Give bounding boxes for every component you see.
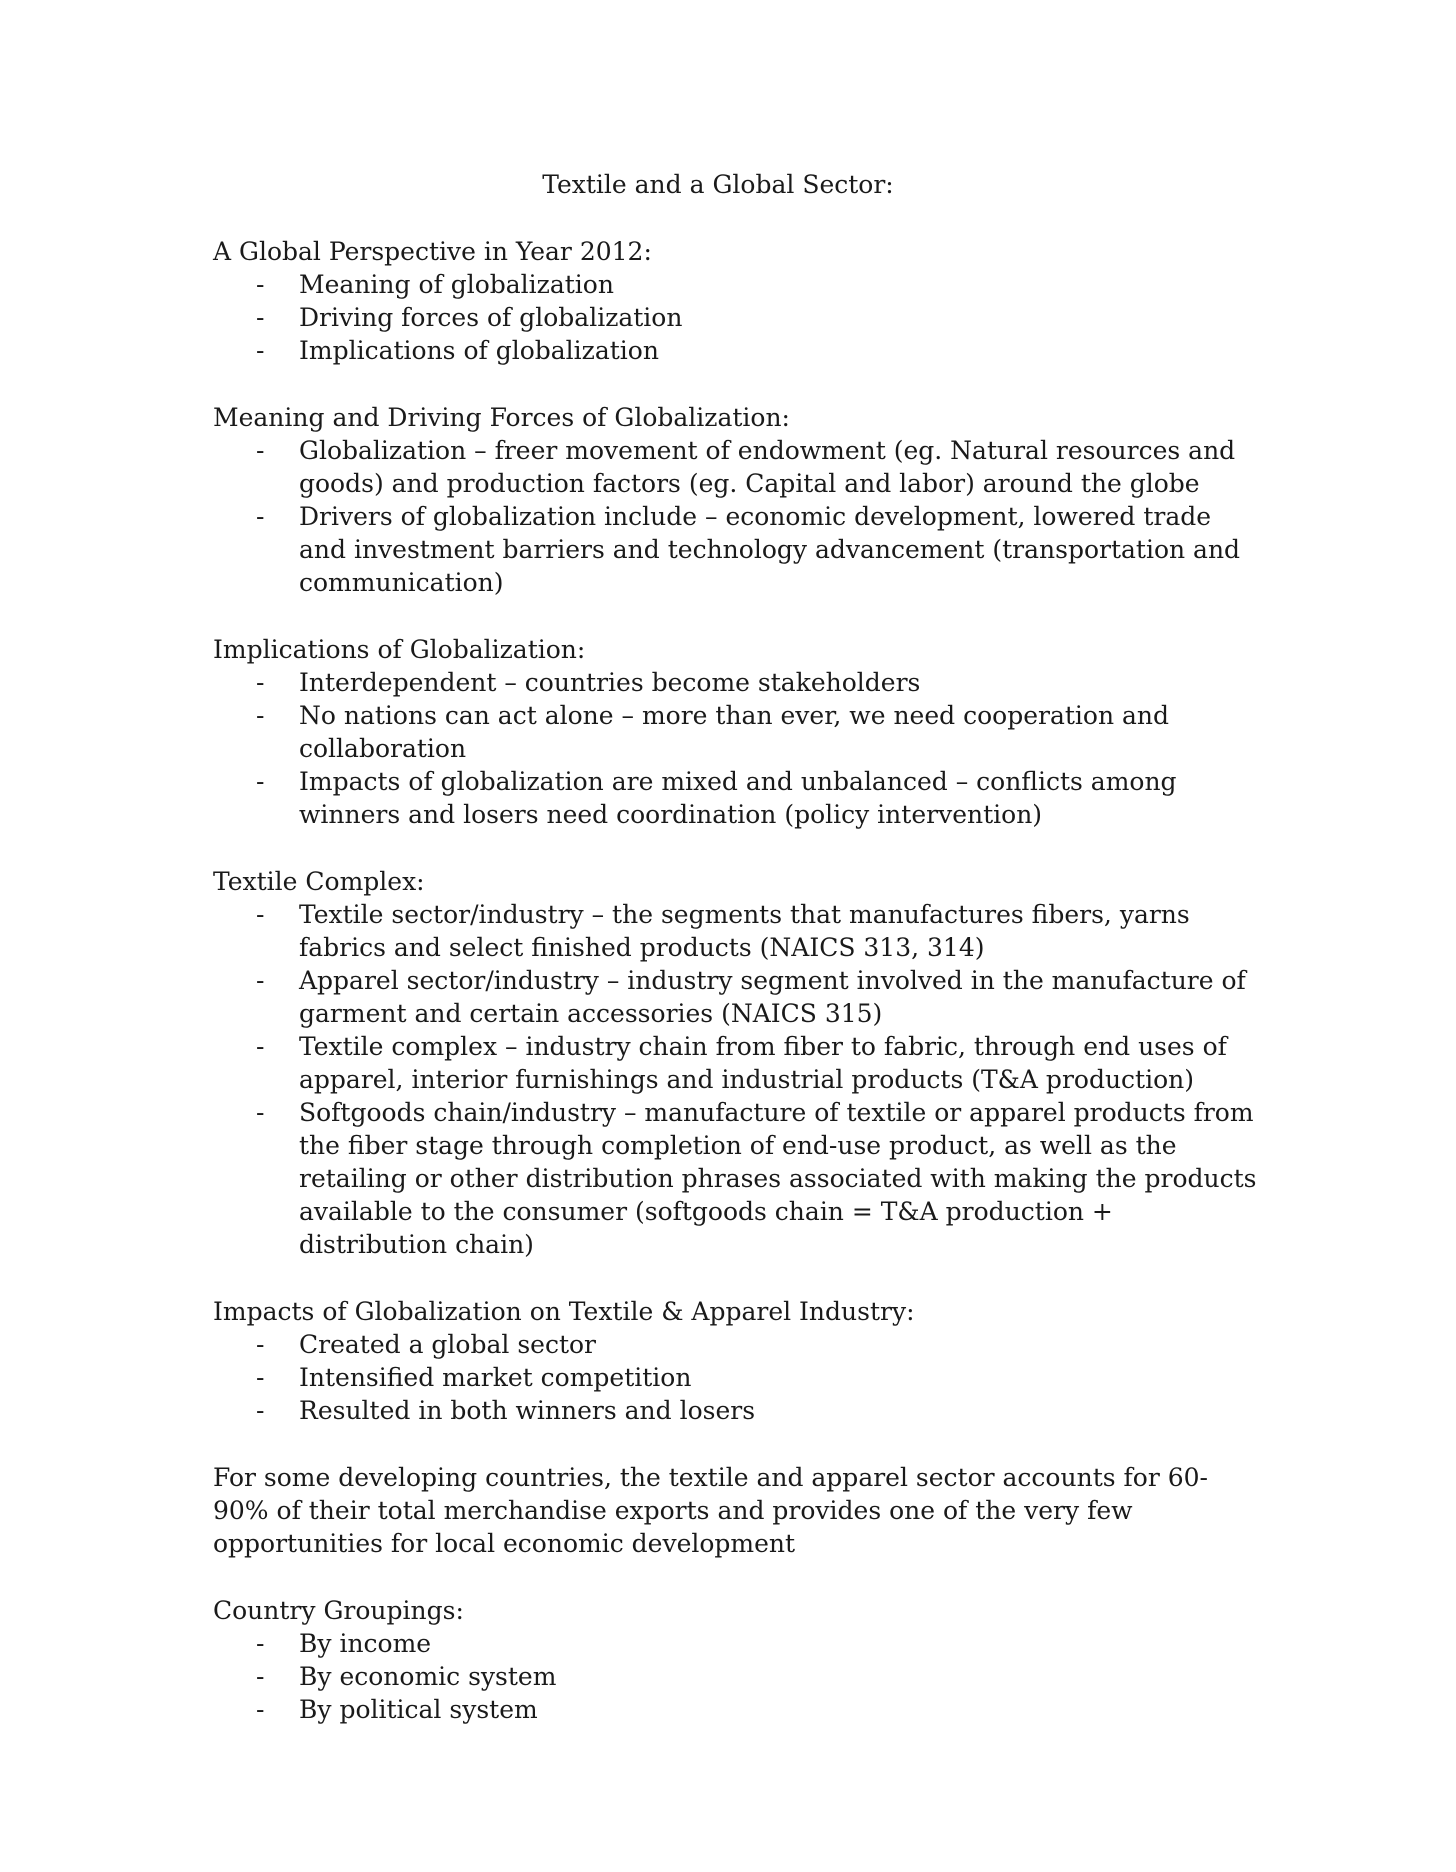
bullet-dash: - xyxy=(256,668,265,697)
list-item xyxy=(213,1693,1263,1726)
list-item-text: Intensified market competition xyxy=(299,1363,692,1392)
bullet-dash: - xyxy=(256,502,265,531)
document-title: Textile and a Global Sector: xyxy=(542,170,894,199)
bullet-dash: - xyxy=(256,1363,265,1392)
list-item-text: Resulted in both winners and losers xyxy=(299,1396,756,1425)
list-item-text: Interdependent – countries become stakeholders xyxy=(299,668,921,697)
bullet-dash: - xyxy=(256,1396,265,1425)
list-item xyxy=(213,666,1263,699)
list-item-text: Driving forces of globalization xyxy=(299,303,683,332)
list-item-text: Textile sector/industry – the segments that manufactures fibers, yarns fabrics and select finished products (NAICS 313, 314) xyxy=(299,900,1190,962)
list-item xyxy=(213,964,1263,1030)
list-item-text: By economic system xyxy=(299,1662,557,1691)
section-implications xyxy=(213,633,1263,831)
list-item xyxy=(213,434,1263,500)
list-item-text: By income xyxy=(299,1629,432,1658)
list-item xyxy=(213,765,1263,831)
list-item-text: By political system xyxy=(299,1695,538,1724)
list-item-text: Globalization – freer movement of endowment (eg. Natural resources and goods) and production factors (eg. Capital and labor) around the globe xyxy=(299,436,1236,498)
section-heading: A Global Perspective in Year 2012: xyxy=(213,237,652,266)
bullet-dash: - xyxy=(256,1662,265,1691)
body-paragraph: For some developing countries, the textile and apparel sector accounts for 60-90% of their total merchandise exports and provides one of the very few opportunities for local economic development xyxy=(213,1463,1208,1558)
list-item xyxy=(213,1096,1263,1261)
list-item-text: Meaning of globalization xyxy=(299,270,614,299)
bullet-list xyxy=(213,1627,1263,1726)
bullet-dash: - xyxy=(256,303,265,332)
section-textile-complex xyxy=(213,865,1263,1261)
bullet-dash: - xyxy=(256,966,265,995)
section-heading: Implications of Globalization: xyxy=(213,635,586,664)
list-item xyxy=(213,1328,1263,1361)
section-global-perspective xyxy=(213,235,1263,367)
list-item xyxy=(213,268,1263,301)
section-heading: Impacts of Globalization on Textile & Apparel Industry: xyxy=(213,1297,915,1326)
bullet-dash: - xyxy=(256,900,265,929)
bullet-dash: - xyxy=(256,1629,265,1658)
list-item-text: Apparel sector/industry – industry segment involved in the manufacture of garment and certain accessories (NAICS 315) xyxy=(299,966,1246,1028)
bullet-list xyxy=(213,1328,1263,1427)
list-item xyxy=(213,1030,1263,1096)
bullet-dash: - xyxy=(256,336,265,365)
bullet-dash: - xyxy=(256,701,265,730)
bullet-dash: - xyxy=(256,270,265,299)
list-item xyxy=(213,699,1263,765)
bullet-list xyxy=(213,666,1263,831)
document-page xyxy=(213,168,1263,1760)
list-item xyxy=(213,1394,1263,1427)
bullet-dash: - xyxy=(256,1098,265,1127)
list-item xyxy=(213,898,1263,964)
section-heading: Meaning and Driving Forces of Globalization: xyxy=(213,403,790,432)
list-item-text: No nations can act alone – more than ever, we need cooperation and collaboration xyxy=(299,701,1169,763)
section-heading: Country Groupings: xyxy=(213,1596,464,1625)
bullet-dash: - xyxy=(256,1695,265,1724)
bullet-dash: - xyxy=(256,1032,265,1061)
section-country-groupings xyxy=(213,1594,1263,1726)
bullet-dash: - xyxy=(256,436,265,465)
list-item-text: Implications of globalization xyxy=(299,336,659,365)
bullet-dash: - xyxy=(256,767,265,796)
list-item-text: Drivers of globalization include – economic development, lowered trade and investment barriers and technology advancement (transportation and communication) xyxy=(299,502,1241,597)
list-item-text: Created a global sector xyxy=(299,1330,596,1359)
section-heading: Textile Complex: xyxy=(213,867,425,896)
list-item-text: Softgoods chain/industry – manufacture of textile or apparel products from the fiber stage through completion of end-use product, as well as the retailing or other distribution phrases associated with making the products available to the consumer (softgoods chain = T&A production + distribution chain) xyxy=(299,1098,1257,1259)
section-impacts-textile-apparel xyxy=(213,1295,1263,1427)
bullet-list xyxy=(213,434,1263,599)
list-item xyxy=(213,1627,1263,1660)
bullet-list xyxy=(213,898,1263,1261)
list-item xyxy=(213,1660,1263,1693)
list-item-text: Textile complex – industry chain from fiber to fabric, through end uses of apparel, interior furnishings and industrial products (T&A production) xyxy=(299,1032,1227,1094)
list-item xyxy=(213,334,1263,367)
bullet-list xyxy=(213,268,1263,367)
bullet-dash: - xyxy=(256,1330,265,1359)
list-item xyxy=(213,1361,1263,1394)
section-meaning-driving-forces xyxy=(213,401,1263,599)
list-item-text: Impacts of globalization are mixed and unbalanced – conflicts among winners and losers need coordination (policy intervention) xyxy=(299,767,1177,829)
list-item xyxy=(213,301,1263,334)
list-item xyxy=(213,500,1263,599)
